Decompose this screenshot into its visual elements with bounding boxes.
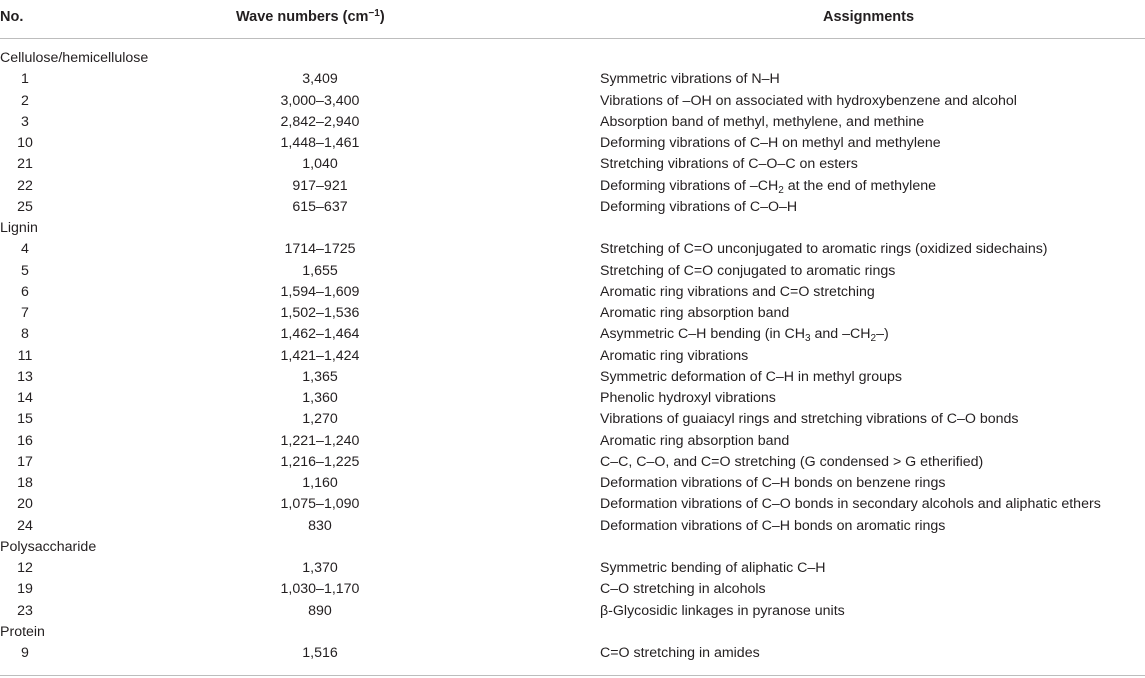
table-row <box>0 282 1145 303</box>
section-title: Polysaccharide <box>0 538 97 555</box>
table-row <box>0 91 1145 112</box>
cell-wave-number: 1,216–1,225 <box>280 453 360 470</box>
section-title: Lignin <box>0 220 38 236</box>
cell-wave-number: 1,030–1,170 <box>280 581 360 598</box>
cell-wave-number: 1,270 <box>302 411 338 428</box>
cell-assignment: Stretching vibrations of C–O–C on esters <box>600 156 858 173</box>
cell-wave-number: 1,502–1,536 <box>280 305 360 321</box>
cell-no: 19 <box>17 581 33 598</box>
cell-wave-number: 1,421–1,424 <box>280 347 360 364</box>
cell-assignment: Aromatic ring absorption band <box>600 305 790 321</box>
table-row <box>0 303 1145 324</box>
table-row <box>0 367 1145 388</box>
cell-assignment: Deformation vibrations of C–H bonds on benzene rings <box>600 475 946 491</box>
cell-assignment: Aromatic ring vibrations and C=O stretching <box>600 283 875 300</box>
cell-assignment: C=O stretching in amides <box>600 645 760 661</box>
section-row <box>0 622 1145 643</box>
table-row <box>0 409 1145 430</box>
cell-assignment: C–O stretching in alcohols <box>600 581 766 598</box>
cell-wave-number: 917–921 <box>292 177 348 194</box>
table-row <box>0 431 1145 452</box>
table-row <box>0 154 1145 175</box>
cell-wave-number: 1,655 <box>302 262 338 279</box>
cell-no: 6 <box>21 283 29 300</box>
cell-no: 3 <box>21 113 29 130</box>
section-title: Protein <box>0 623 45 640</box>
cell-no: 23 <box>17 602 33 619</box>
cell-assignment: Vibrations of –OH on associated with hydroxybenzene and alcohol <box>600 92 1017 109</box>
cell-no: 16 <box>17 432 33 449</box>
table-row <box>0 452 1145 473</box>
cell-no: 11 <box>17 347 33 364</box>
header-no: No. <box>0 9 24 25</box>
cell-no: 7 <box>21 305 29 321</box>
cell-no: 1 <box>21 71 29 88</box>
cell-assignment: β-Glycosidic linkages in pyranose units <box>600 602 845 619</box>
table-row <box>0 473 1145 494</box>
table-row <box>0 346 1145 367</box>
cell-no: 14 <box>17 390 33 406</box>
cell-no: 20 <box>17 496 33 513</box>
cell-no: 9 <box>21 645 29 661</box>
cell-assignment: Deforming vibrations of $-CH_2$ at the end of methylene <box>600 177 936 196</box>
table-row <box>0 579 1145 600</box>
cell-wave-number: 1,516 <box>302 645 338 661</box>
cell-assignment: Symmetric vibrations of N–H <box>600 71 780 88</box>
table-row <box>0 176 1145 197</box>
table-row <box>0 494 1145 515</box>
cell-wave-number: 1,075–1,090 <box>280 496 360 513</box>
bottom-rule <box>0 675 1145 676</box>
cell-wave-number: 1,448–1,461 <box>280 135 360 151</box>
cell-wave-number: 1,462–1,464 <box>280 326 360 343</box>
cell-wave-number: 1,360 <box>302 390 338 406</box>
cell-assignment: Stretching of C=O conjugated to aromatic rings <box>600 262 896 279</box>
cell-no: 13 <box>17 368 33 385</box>
table-row <box>0 601 1145 622</box>
cell-no: 4 <box>21 241 29 258</box>
cell-no: 22 <box>17 177 33 194</box>
table-row <box>0 388 1145 409</box>
cell-wave-number: 1,221–1,240 <box>280 432 360 449</box>
table-row <box>0 133 1145 154</box>
cell-wave-number: 1,040 <box>302 156 338 173</box>
cell-assignment: Asymmetric C–H bending (in $CH_3$ and $-CH_2-$) <box>600 326 889 345</box>
section-row <box>0 48 1145 69</box>
cell-assignment: Stretching of C=O unconjugated to aromatic rings (oxidized sidechains) <box>600 241 1048 258</box>
cell-assignment: Vibrations of guaiacyl rings and stretching vibrations of C–O bonds <box>600 411 1019 428</box>
cell-assignment: Deforming vibrations of C–O–H <box>600 198 798 215</box>
cell-no: 8 <box>21 326 29 343</box>
table-header <box>0 0 1145 39</box>
table-row <box>0 261 1145 282</box>
table-row <box>0 69 1145 90</box>
table-row <box>0 324 1145 345</box>
cell-no: 18 <box>17 475 33 491</box>
cell-wave-number: 830 <box>308 517 332 534</box>
cell-assignment: Deforming vibrations of C–H on methyl and methylene <box>600 135 941 151</box>
cell-assignment: Deformation vibrations of C–H bonds on aromatic rings <box>600 517 946 534</box>
cell-wave-number: 1,370 <box>302 560 338 576</box>
cell-wave-number: 1,160 <box>302 475 338 491</box>
section-title: Cellulose/hemicellulose <box>0 50 149 66</box>
table-row <box>0 112 1145 133</box>
cell-wave-number: 1,365 <box>302 368 338 385</box>
header-wave-numbers: Wave numbers $(cm^{-1})$ <box>236 8 385 25</box>
cell-assignment: Phenolic hydroxyl vibrations <box>600 390 776 406</box>
cell-no: 25 <box>17 198 33 215</box>
cell-no: 2 <box>21 92 29 109</box>
table-row <box>0 197 1145 218</box>
table-row <box>0 558 1145 579</box>
cell-assignment: Deformation vibrations of C–O bonds in secondary alcohols and aliphatic ethers <box>600 496 1101 513</box>
cell-assignment: Absorption band of methyl, methylene, and methine <box>600 113 925 130</box>
cell-wave-number: 615–637 <box>292 198 348 215</box>
cell-no: 10 <box>17 135 33 151</box>
cell-no: 21 <box>17 156 33 173</box>
cell-no: 12 <box>17 560 33 576</box>
cell-no: 24 <box>17 517 33 534</box>
cell-wave-number: 2,842–2,940 <box>280 113 360 130</box>
section-row <box>0 537 1145 558</box>
cell-wave-number: 3,000–3,400 <box>280 92 360 109</box>
cell-assignment: C–C, C–O, and C=O stretching (G condensed > G etherified) <box>600 453 984 470</box>
cell-wave-number: 1,594–1,609 <box>280 283 360 300</box>
cell-wave-number: 1714–1725 <box>284 241 356 258</box>
table-row <box>0 643 1145 664</box>
table-row <box>0 516 1145 537</box>
cell-no: 5 <box>21 262 29 279</box>
section-row <box>0 218 1145 239</box>
table-body <box>0 39 1145 664</box>
cell-wave-number: 890 <box>308 602 332 619</box>
cell-no: 15 <box>17 411 33 428</box>
cell-no: 17 <box>17 453 33 470</box>
cell-assignment: Symmetric deformation of C–H in methyl groups <box>600 368 902 385</box>
table-row <box>0 239 1145 260</box>
cell-assignment: Symmetric bending of aliphatic C–H <box>600 560 826 576</box>
cell-assignment: Aromatic ring absorption band <box>600 432 790 449</box>
cell-assignment: Aromatic ring vibrations <box>600 347 749 364</box>
header-assignments: Assignments <box>823 9 915 25</box>
cell-wave-number: 3,409 <box>302 71 338 88</box>
